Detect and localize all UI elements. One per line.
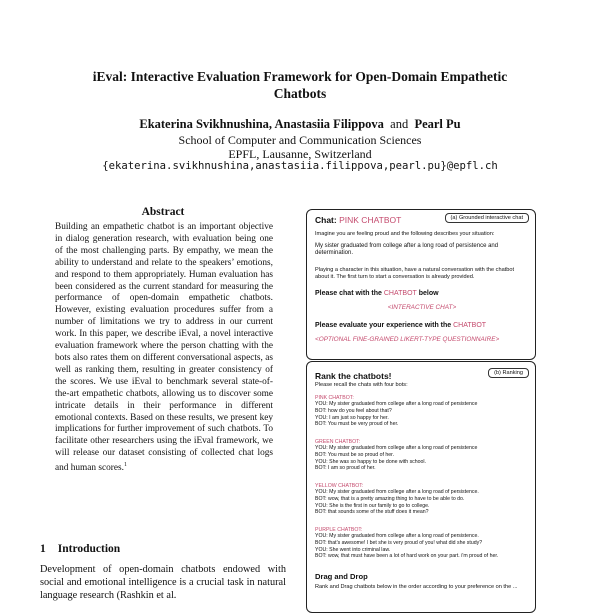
section-name: PURPLE CHATBOT: <box>315 527 363 533</box>
chat-line: BOT: that's awesome! I bet she is very proud of you! what did she study? <box>315 539 483 546</box>
intro-text: Development of open-domain chatbots endowed with social and emotional intelligence is a crucial task in natural language research (Rashkin et al. <box>40 564 286 601</box>
imagine-text: Imagine you are feeling proud and the following describes your situation: <box>315 231 495 237</box>
chatbot-word-2: CHATBOT <box>453 322 487 329</box>
drag-drop-title: Drag and Drop <box>315 572 368 581</box>
panel-a-tag: (a) Grounded interactive chat <box>445 213 529 223</box>
location: EPFL, Lausanne, Switzerland <box>228 147 372 161</box>
author-and: and <box>390 117 409 131</box>
chat-bot-name: PINK CHATBOT <box>339 215 402 225</box>
affiliation: School of Computer and Communication Sciences <box>178 133 422 147</box>
section-name: PINK CHATBOT: <box>315 395 354 401</box>
chat-line: YOU: She is the first in our family to go to college. <box>315 502 430 509</box>
abstract-text: Building an empathetic chatbot is an important objective in dialog generation research, with evaluation being one of the most challenging parts. By empathy, we mean the ability to understand and relate to the speakers’ emotions, and respond to them appropriately. Human evaluation has been considered as the current standard for measuring the performance of open-domain empathetic chatbots. However, existing evaluation procedures suffer from a number of limitations we try to address in our current work. In this paper, we describe iEval, a novel interactive evaluation framework where the person chatting with the bots also rates them on different conversational aspects, as well as ranking them, resulting in greater consistency of the scores. We use iEval to benchmark several state-of-the-art empathetic chatbots, allowing us to discover some intricate details in their performance in different emotional contexts. Based on these results, we present key implications for further improvement of such chatbots. To facilitate other researchers using the iEval framework, we will release our dataset consisting of collected chat logs and human scores. <box>55 222 273 474</box>
questionnaire-placeholder: <OPTIONAL FINE-GRAINED LIKERT-TYPE QUESTIONNAIRE> <box>315 336 500 343</box>
intro-number: 1 <box>40 543 46 555</box>
chat-line: YOU: She was so happy to be done with school. <box>315 458 427 465</box>
please-evaluate-line <box>315 322 529 329</box>
please-evaluate-text: Please evaluate your experience with the <box>315 322 452 329</box>
chat-label: Chat: <box>315 215 337 225</box>
title-line-1: iEval: Interactive Evaluation Framework for Open-Domain Empathetic <box>92 69 508 84</box>
chat-line: BOT: You must be very proud of her. <box>315 421 399 428</box>
chat-line: BOT: that sounds some of the stuff does it mean? <box>315 509 429 516</box>
paper-title <box>40 68 560 102</box>
below-text: below <box>418 290 439 297</box>
footnote-mark: 1 <box>123 462 127 469</box>
chat-line: YOU: My sister graduated from college after a long road of persistence <box>315 445 478 451</box>
chat-line: BOT: wow, that must have been a lot of hard work on your part. i'm proud of her. <box>315 553 499 560</box>
title-line-2: Chatbots <box>273 86 327 101</box>
situation-text: My sister graduated from college after a long road of persistence and determination. <box>315 243 499 256</box>
author-names-1: Ekaterina Svikhnushina, Anastasiia Filippova <box>139 117 384 131</box>
chat-line: BOT: wow, that is a pretty amazing thing to have to be able to do. <box>315 495 465 502</box>
chat-line: YOU: I am just so happy for her. <box>315 414 389 421</box>
intro-title: Introduction <box>57 543 121 555</box>
rank-title: Rank the chatbots! <box>315 371 392 381</box>
chat-log-pink <box>315 395 529 428</box>
chat-title <box>315 215 529 225</box>
abstract-heading: Abstract <box>141 206 185 218</box>
author-names-2: Pearl Pu <box>414 117 461 131</box>
chat-line: BOT: You must be so proud of her. <box>315 451 395 458</box>
please-chat-text: Please chat with the <box>315 290 382 297</box>
chat-log-purple <box>315 527 529 560</box>
author-emails: {ekaterina.svikhnushina,anastasiia.filippova,pearl.pu}@epfl.ch <box>102 160 498 172</box>
figure-panel-grounded-chat <box>306 209 536 360</box>
chat-line: YOU: My sister graduated from college after a long road of persistence <box>315 401 478 407</box>
chat-log-green <box>315 439 529 472</box>
chat-line: BOT: how do you feel about that? <box>315 407 392 414</box>
authors <box>40 117 560 132</box>
chat-line: YOU: My sister graduated from college after a long road of persistence. <box>315 489 479 495</box>
rank-subtitle: Please recall the chats with four bots: <box>315 382 408 388</box>
figure-panel-ranking <box>306 361 536 613</box>
chat-log-yellow <box>315 483 529 516</box>
chat-line: YOU: She went into criminal law. <box>315 546 391 553</box>
abstract-body <box>55 222 273 475</box>
intro-heading <box>40 543 120 555</box>
section-name: YELLOW CHATBOT: <box>315 483 364 489</box>
panel-b-tag: (b) Ranking <box>488 368 529 378</box>
instructions-text: Playing a character in this situation, have a natural conversation with the chatbot about it. The first turn to start a conversation is already provided. <box>315 267 515 280</box>
section-name: GREEN CHATBOT: <box>315 439 361 445</box>
chatbot-word: CHATBOT <box>383 290 417 297</box>
please-chat-line <box>315 290 529 297</box>
drag-drop-text: Rank and Drag chatbots below in the order according to your preference on the ... <box>315 584 518 590</box>
interactive-chat-placeholder: <INTERACTIVE CHAT> <box>387 304 457 311</box>
chat-line: YOU: My sister graduated from college after a long road of persistence. <box>315 533 479 539</box>
chat-line: BOT: I am so proud of her. <box>315 465 376 472</box>
